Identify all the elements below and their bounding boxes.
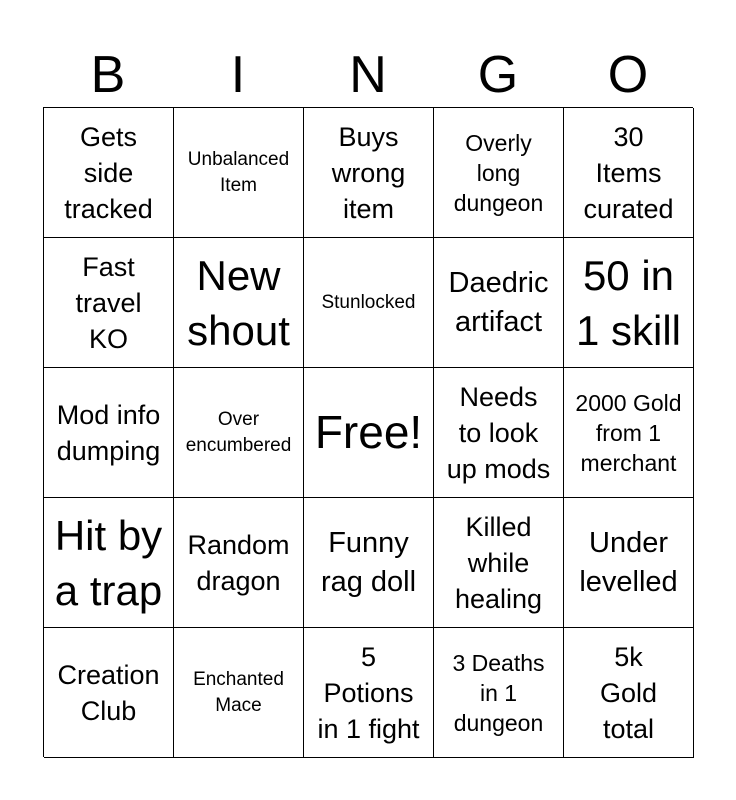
cell-label: 30 Items curated xyxy=(583,121,674,224)
bingo-cell-r2c2[interactable] xyxy=(174,238,304,368)
bingo-cell-r1c2[interactable] xyxy=(174,108,304,238)
bingo-cell-r2c3[interactable] xyxy=(304,238,434,368)
bingo-cell-r2c1[interactable] xyxy=(44,238,174,368)
cell-label: Fast travel KO xyxy=(75,251,142,354)
bingo-cell-r1c5[interactable] xyxy=(564,108,694,238)
bingo-cell-r3c2[interactable] xyxy=(174,368,304,498)
bingo-cell-r4c4[interactable] xyxy=(434,498,564,628)
cell-label: Under levelled xyxy=(579,526,678,598)
header-letter-b: B xyxy=(90,46,126,104)
bingo-cell-free[interactable] xyxy=(304,368,434,498)
bingo-cell-r5c3[interactable] xyxy=(304,628,434,758)
cell-label: Buys wrong item xyxy=(331,121,406,224)
header-letter-i: I xyxy=(230,46,246,104)
cell-label: Funny rag doll xyxy=(320,526,417,598)
cell-label: Creation Club xyxy=(57,659,160,726)
bingo-cell-r5c2[interactable] xyxy=(174,628,304,758)
bingo-cell-r5c4[interactable] xyxy=(434,628,564,758)
bingo-cell-r4c3[interactable] xyxy=(304,498,434,628)
free-space-label: Free! xyxy=(314,406,423,458)
bingo-card-grid xyxy=(43,107,693,757)
bingo-cell-r2c5[interactable] xyxy=(564,238,694,368)
cell-label: Hit by a trap xyxy=(54,511,163,614)
cell-label: Random dragon xyxy=(187,529,290,596)
bingo-cell-r3c4[interactable] xyxy=(434,368,564,498)
bingo-cell-r4c2[interactable] xyxy=(174,498,304,628)
bingo-cell-r1c3[interactable] xyxy=(304,108,434,238)
cell-label: 5k Gold total xyxy=(599,641,658,744)
cell-label: Overly long dungeon xyxy=(453,129,544,216)
cell-label: Gets side tracked xyxy=(64,121,153,224)
cell-label: Enchanted Mace xyxy=(193,668,284,716)
cell-label: Daedric artifact xyxy=(448,266,549,338)
cell-label: Killed while healing xyxy=(454,511,543,614)
cell-label: Over encumbered xyxy=(185,408,292,456)
bingo-cell-r1c4[interactable] xyxy=(434,108,564,238)
cell-label: New shout xyxy=(187,251,290,354)
header-letter-g: G xyxy=(477,46,519,104)
bingo-cell-r1c1[interactable] xyxy=(44,108,174,238)
header-letter-n: N xyxy=(349,46,387,104)
cell-label: Needs to look up mods xyxy=(446,381,551,484)
bingo-cell-r4c5[interactable] xyxy=(564,498,694,628)
cell-label: Stunlocked xyxy=(321,291,416,313)
bingo-header xyxy=(43,44,693,106)
bingo-cell-r5c1[interactable] xyxy=(44,628,174,758)
cell-label: 50 in 1 skill xyxy=(575,251,682,354)
cell-label: Unbalanced Item xyxy=(187,148,290,196)
bingo-cell-r5c5[interactable] xyxy=(564,628,694,758)
bingo-cell-r2c4[interactable] xyxy=(434,238,564,368)
header-letter-o: O xyxy=(607,46,649,104)
bingo-cell-r3c1[interactable] xyxy=(44,368,174,498)
cell-label: Mod info dumping xyxy=(56,399,161,466)
cell-label: 5 Potions in 1 fight xyxy=(317,641,420,744)
bingo-cell-r4c1[interactable] xyxy=(44,498,174,628)
bingo-cell-r3c5[interactable] xyxy=(564,368,694,498)
cell-label: 2000 Gold from 1 merchant xyxy=(575,389,682,476)
cell-label: 3 Deaths in 1 dungeon xyxy=(452,649,545,736)
